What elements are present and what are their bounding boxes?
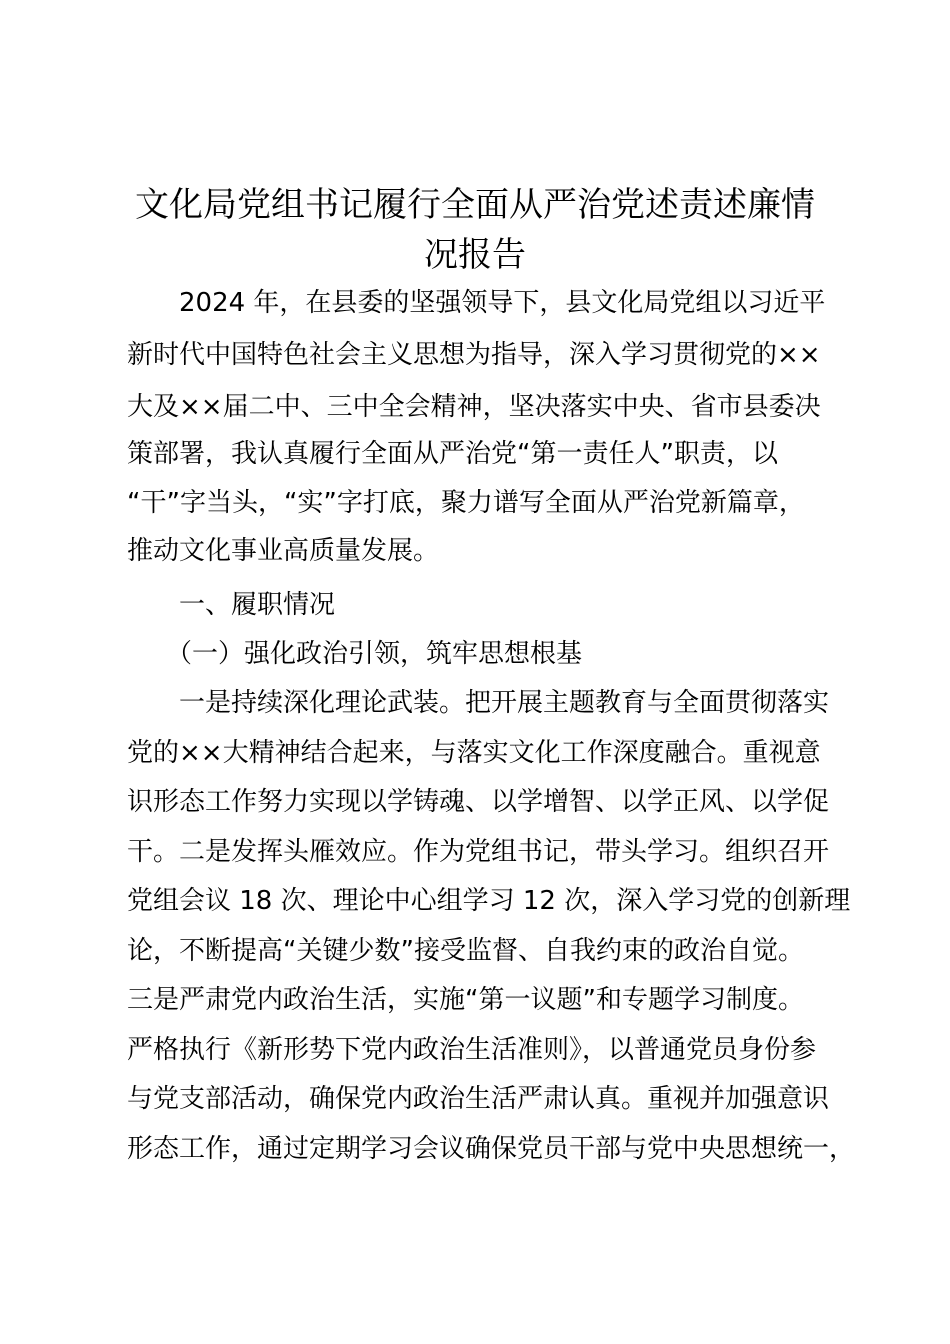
paragraph-body-line-6: 论，不断提高“关键少数”接受监督、自我约束的政治自觉。	[127, 936, 804, 966]
paragraph-body-line-1: 一是持续深化理论武装。把开展主题教育与全面贯彻落实	[127, 688, 830, 718]
paragraph-intro-line-2: 新时代中国特色社会主义思想为指导，深入学习贯彻党的××	[127, 340, 821, 370]
document-title-line-2: 况报告	[424, 235, 526, 275]
paragraph-intro-line-3: 大及××届二中、三中全会精神，坚决落实中央、省市县委决	[127, 392, 821, 422]
paragraph-body-line-7: 三是严肃党内政治生活，实施“第一议题”和专题学习制度。	[127, 985, 804, 1015]
paragraph-intro-line-6: 推动文化事业高质量发展。	[127, 536, 440, 566]
paragraph-intro-line-1: 2024 年，在县委的坚强领导下，县文化局党组以习近平	[127, 288, 826, 318]
paragraph-body-line-9: 与党支部活动，确保党内政治生活严肃认真。重视并加强意识	[127, 1084, 830, 1114]
paragraph-body-line-3: 识形态工作努力实现以学铸魂、以学增智、以学正风、以学促	[127, 787, 830, 817]
paragraph-body-line-2: 党的××大精神结合起来，与落实文化工作深度融合。重视意	[127, 738, 821, 768]
paragraph-body-line-10: 形态工作，通过定期学习会议确保党员干部与党中央思想统一，	[127, 1134, 856, 1164]
section-heading: 一、履职情况	[127, 590, 336, 620]
paragraph-body-line-4: 干。二是发挥头雁效应。作为党组书记，带头学习。组织召开	[127, 837, 830, 867]
document-title-line-1: 文化局党组书记履行全面从严治党述责述廉情	[135, 185, 815, 225]
paragraph-body-line-5: 党组会议 18 次、理论中心组学习 12 次，深入学习党的创新理	[127, 886, 851, 916]
paragraph-intro-line-5: “干”字当头，“实”字打底，聚力谱写全面从严治党新篇章，	[127, 488, 805, 518]
subsection-heading: （一）强化政治引领，筑牢思想根基	[127, 639, 583, 669]
paragraph-body-line-8: 严格执行《新形势下党内政治生活准则》，以普通党员身份参	[127, 1035, 817, 1065]
paragraph-intro-line-4: 策部署，我认真履行全面从严治党“第一责任人”职责，以	[127, 439, 778, 469]
